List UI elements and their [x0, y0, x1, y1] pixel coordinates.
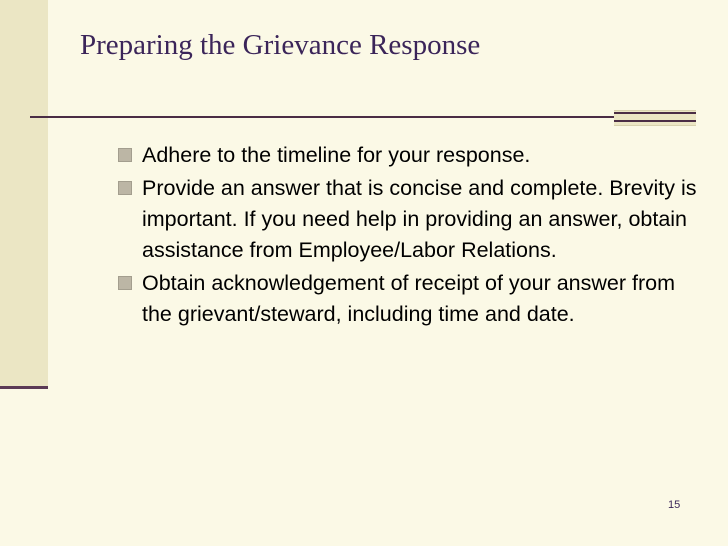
divider-band-line-bottom	[614, 120, 696, 122]
bullet-list	[118, 140, 698, 332]
divider-band-line-top	[614, 112, 696, 114]
divider-right-band	[614, 110, 696, 126]
slide-number: 15	[668, 499, 681, 511]
square-bullet-icon	[118, 181, 132, 195]
square-bullet-icon	[118, 148, 132, 162]
bullet-item	[118, 268, 698, 330]
bullet-item	[118, 173, 698, 266]
bullet-text: Adhere to the timeline for your response.	[142, 143, 531, 167]
square-bullet-icon	[118, 276, 132, 290]
slide-title: Preparing the Grievance Response	[80, 29, 481, 61]
left-bar-accent-line	[0, 386, 48, 389]
bullet-text: Provide an answer that is concise and complete. Brevity is important. If you need help in providing an answer, obtain assistance from Employee/Labor Relations.	[142, 176, 697, 262]
left-decorative-bar	[0, 0, 48, 387]
title-divider-rule	[30, 116, 696, 118]
bullet-item	[118, 140, 698, 171]
bullet-text: Obtain acknowledgement of receipt of your answer from the grievant/steward, including time and date.	[142, 271, 675, 326]
